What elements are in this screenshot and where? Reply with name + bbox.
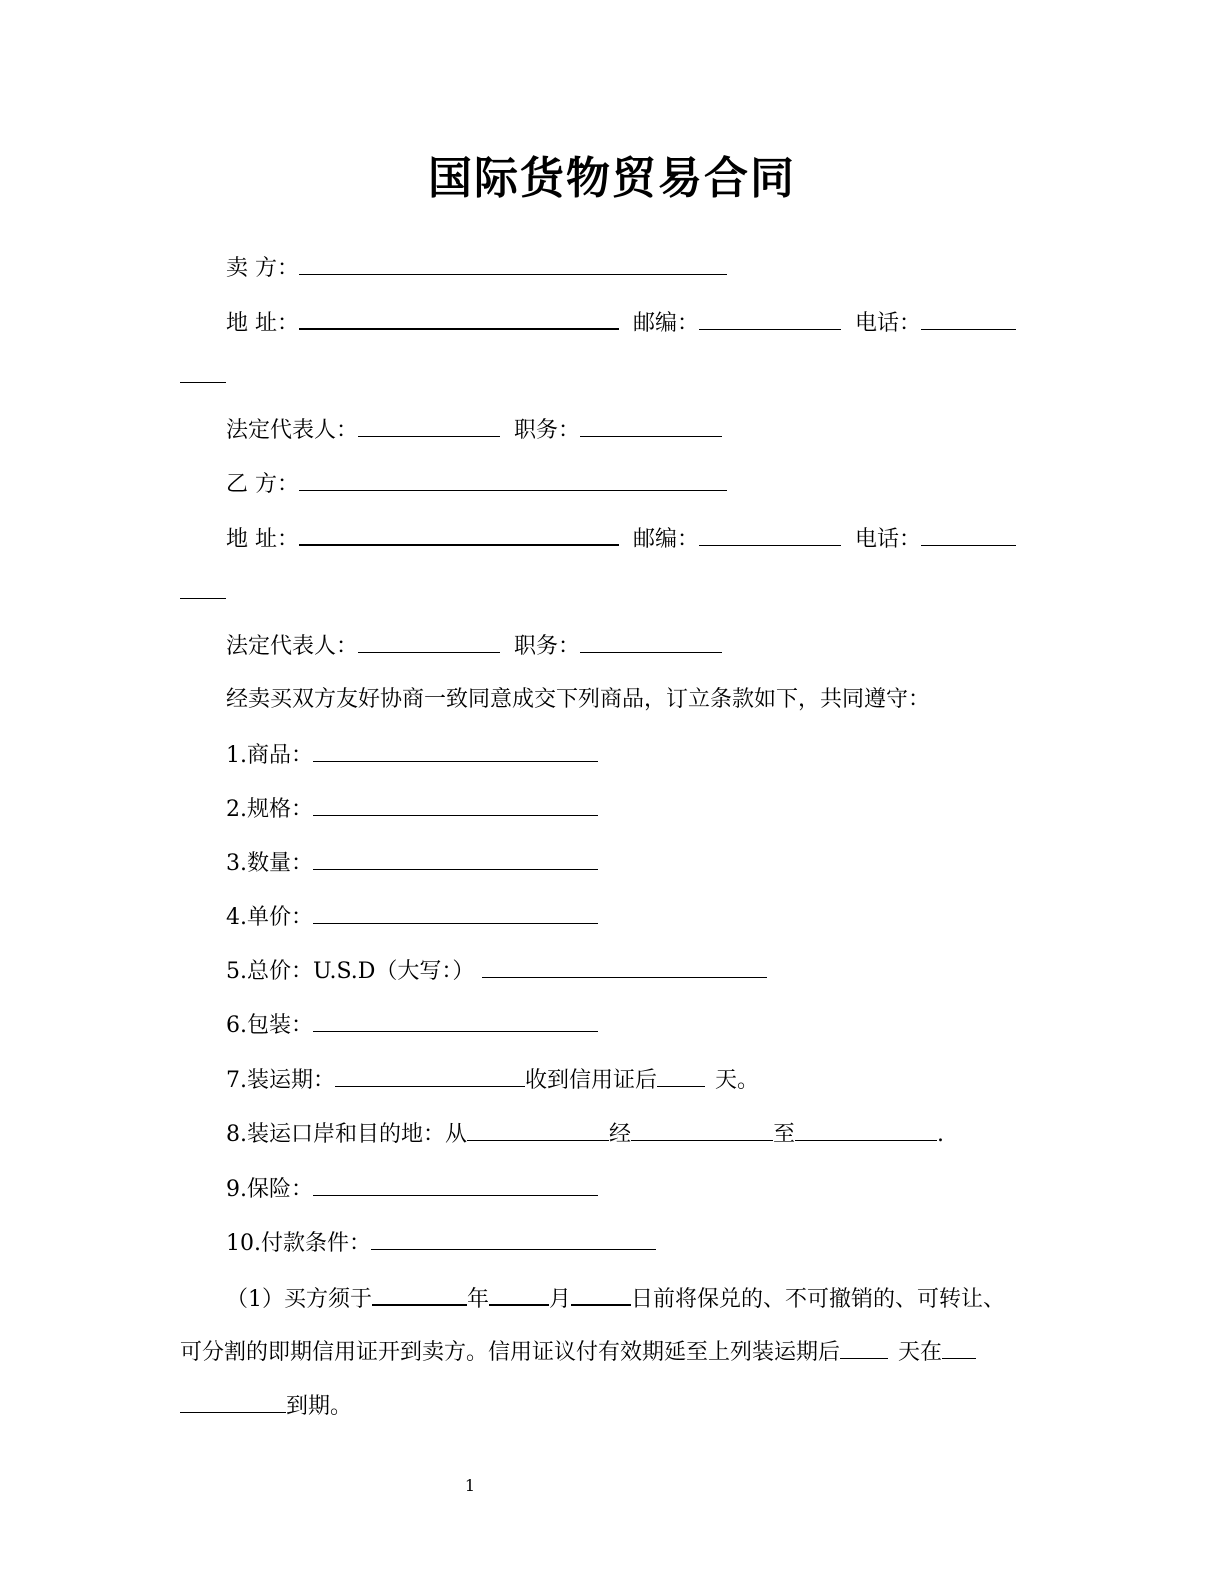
clause-packing-label: 6.包装： bbox=[226, 1013, 313, 1038]
clause-unit-price-label: 4.单价： bbox=[226, 905, 313, 930]
seller-name-blank[interactable] bbox=[299, 252, 727, 275]
buyer-phone-blank[interactable] bbox=[921, 523, 1016, 546]
payment-item-1-cont bbox=[180, 1336, 976, 1368]
spec-blank[interactable] bbox=[313, 793, 598, 816]
payment-item-1-end bbox=[180, 1390, 352, 1422]
insurance-blank[interactable] bbox=[313, 1173, 598, 1196]
clause-ports-end: . bbox=[937, 1122, 945, 1147]
total-price-blank[interactable] bbox=[482, 955, 767, 978]
buyer-postcode-blank[interactable] bbox=[699, 523, 841, 546]
payment-month: 月 bbox=[549, 1287, 572, 1312]
lc-month-blank[interactable] bbox=[489, 1282, 549, 1306]
document-title: 国际货物贸易合同 bbox=[428, 153, 796, 204]
page-number: 1 bbox=[464, 1476, 476, 1495]
intro-text: 经卖买双方友好协商一致同意成交下列商品，订立条款如下，共同遵守： bbox=[226, 687, 931, 712]
seller-position-blank[interactable] bbox=[580, 414, 722, 437]
seller-phone-label: 电话： bbox=[855, 311, 922, 336]
payment-blank[interactable] bbox=[371, 1227, 656, 1250]
buyer-name-blank[interactable] bbox=[299, 468, 727, 491]
payment-item-1-d: 日前将保兑的、不可撤销的、可转让、 bbox=[631, 1287, 1006, 1312]
clause-shipment-label: 7.装运期： bbox=[226, 1068, 335, 1093]
payment-expire: 到期。 bbox=[286, 1394, 353, 1419]
clause-ports-to: 至 bbox=[773, 1122, 796, 1147]
clause-quantity bbox=[226, 847, 598, 879]
seller-line bbox=[226, 252, 727, 284]
payment-year: 年 bbox=[467, 1287, 490, 1312]
unit-price-blank[interactable] bbox=[313, 901, 598, 924]
buyer-rep-blank[interactable] bbox=[358, 630, 500, 653]
clause-payment-label: 10.付款条件： bbox=[226, 1231, 371, 1256]
buyer-position-label: 职务： bbox=[514, 634, 581, 659]
goods-blank[interactable] bbox=[313, 739, 598, 762]
clause-goods-label: 1.商品： bbox=[226, 743, 313, 768]
clause-spec bbox=[226, 793, 598, 825]
buyer-address-label: 地 址： bbox=[226, 527, 299, 552]
clause-shipment bbox=[226, 1064, 759, 1096]
seller-label: 卖 方： bbox=[226, 256, 299, 281]
seller-postcode-blank[interactable] bbox=[699, 307, 841, 330]
clause-shipment-after: 收到信用证后 bbox=[525, 1068, 658, 1093]
clause-payment bbox=[226, 1227, 656, 1259]
clause-quantity-label: 3.数量： bbox=[226, 851, 313, 876]
seller-rep-blank[interactable] bbox=[358, 414, 500, 437]
clause-ports-label: 8.装运口岸和目的地：从 bbox=[226, 1122, 467, 1147]
seller-rep-label: 法定代表人： bbox=[226, 418, 359, 443]
buyer-phone-label: 电话： bbox=[855, 527, 922, 552]
clause-total-price-label: 5.总价：U.S.D（大写：） bbox=[226, 959, 475, 984]
buyer-rep-line bbox=[226, 630, 722, 662]
seller-phone-blank-cont[interactable] bbox=[180, 360, 226, 383]
clause-insurance bbox=[226, 1173, 598, 1205]
lc-place-blank[interactable] bbox=[942, 1336, 976, 1359]
lc-year-blank[interactable] bbox=[372, 1282, 467, 1306]
seller-postcode-label: 邮编： bbox=[633, 311, 700, 336]
clause-packing bbox=[226, 1009, 598, 1041]
payment-item-1-a: （1）买方须于 bbox=[226, 1287, 372, 1312]
shipment-period-blank[interactable] bbox=[335, 1064, 525, 1087]
buyer-address-blank[interactable] bbox=[299, 522, 619, 546]
quantity-blank[interactable] bbox=[313, 847, 598, 870]
packing-blank[interactable] bbox=[313, 1009, 598, 1032]
buyer-line bbox=[226, 468, 727, 500]
lc-validity-days-blank[interactable] bbox=[840, 1336, 888, 1359]
clause-shipment-days: 天。 bbox=[715, 1068, 760, 1093]
payment-days-at: 天在 bbox=[898, 1340, 943, 1365]
seller-address-line bbox=[226, 306, 1016, 339]
port-from-blank[interactable] bbox=[467, 1118, 609, 1141]
buyer-label: 乙 方： bbox=[226, 472, 299, 497]
clause-spec-label: 2.规格： bbox=[226, 797, 313, 822]
lc-place-blank-cont[interactable] bbox=[180, 1390, 286, 1413]
lc-day-blank[interactable] bbox=[571, 1282, 631, 1306]
seller-phone-blank[interactable] bbox=[921, 307, 1016, 330]
clause-insurance-label: 9.保险： bbox=[226, 1177, 313, 1202]
payment-item-1 bbox=[226, 1282, 1005, 1315]
buyer-rep-label: 法定代表人： bbox=[226, 634, 359, 659]
clause-ports bbox=[226, 1118, 944, 1150]
port-to-blank[interactable] bbox=[795, 1118, 937, 1141]
clause-goods bbox=[226, 739, 598, 771]
clause-total-price bbox=[226, 955, 767, 987]
port-via-blank[interactable] bbox=[631, 1118, 773, 1141]
seller-phone-cont bbox=[180, 360, 226, 392]
seller-address-label: 地 址： bbox=[226, 311, 299, 336]
buyer-phone-blank-cont[interactable] bbox=[180, 576, 226, 599]
buyer-postcode-label: 邮编： bbox=[633, 527, 700, 552]
seller-position-label: 职务： bbox=[514, 418, 581, 443]
buyer-address-line bbox=[226, 522, 1016, 555]
shipment-days-blank[interactable] bbox=[657, 1064, 705, 1087]
buyer-position-blank[interactable] bbox=[580, 630, 722, 653]
clause-unit-price bbox=[226, 901, 598, 933]
buyer-phone-cont bbox=[180, 576, 226, 608]
payment-item-1-cont-text: 可分割的即期信用证开到卖方。信用证议付有效期延至上列装运期后 bbox=[180, 1340, 841, 1365]
clause-ports-via: 经 bbox=[609, 1122, 632, 1147]
seller-address-blank[interactable] bbox=[299, 306, 619, 330]
seller-rep-line bbox=[226, 414, 722, 446]
